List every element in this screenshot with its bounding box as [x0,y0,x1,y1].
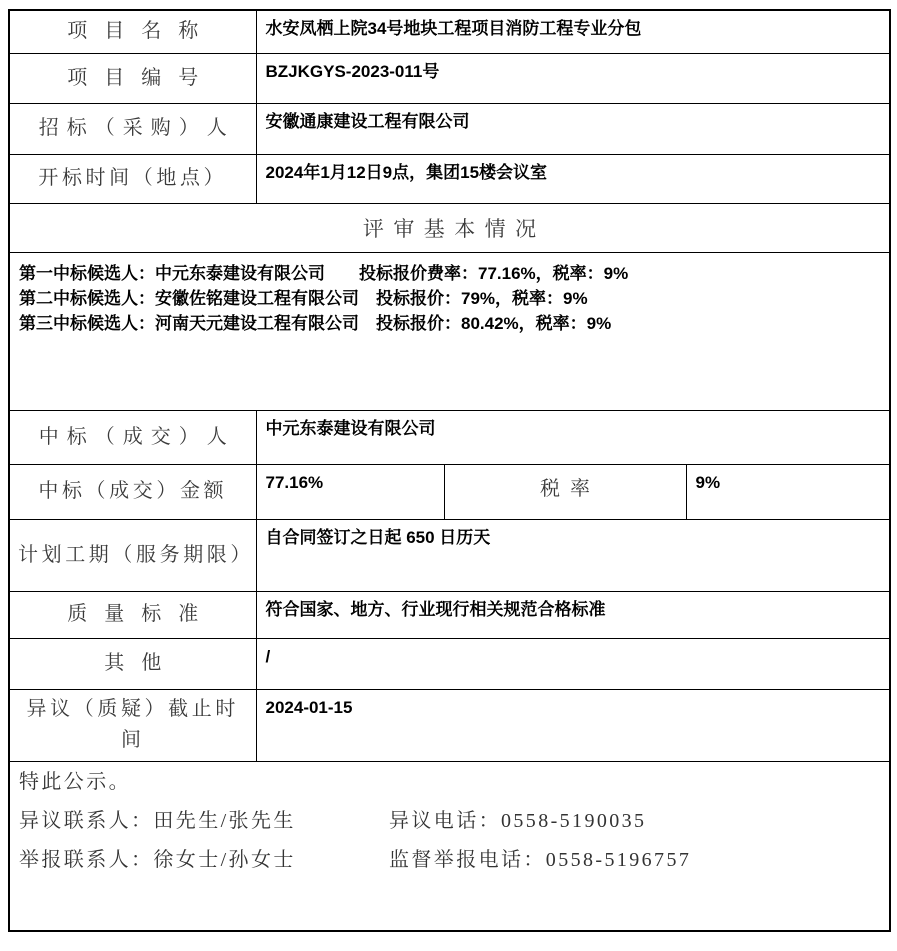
report-contact: 举报联系人：徐女士/孙女士 [19,848,296,871]
project-number-label: 项目编号 [9,53,256,103]
candidate-2 [19,286,881,311]
winner-value: 中元东泰建设有限公司 [256,410,890,464]
candidate-2-bid: 投标报价：79%，税率：9% [376,288,588,308]
candidate-3-name: 第三中标候选人：河南天元建设工程有限公司 [19,313,359,333]
winner-label: 中标（成交）人 [9,410,256,464]
tax-rate-value: 9% [686,464,890,519]
row-footer [9,761,890,931]
report-phone: 监督举报电话：0558-5196757 [389,848,692,871]
candidate-1-name: 第一中标候选人：中元东泰建设有限公司 [19,263,325,283]
project-name-label: 项目名称 [9,10,256,53]
row-bid-opening [9,154,890,203]
purchaser-value: 安徽通康建设工程有限公司 [256,103,890,154]
candidate-3-bid: 投标报价：80.42%，税率：9% [376,313,612,333]
objection-deadline-label: 异议（质疑）截止时间 [9,689,256,761]
candidate-1-bid: 投标报价费率：77.16%，税率：9% [359,263,629,283]
other-value: / [256,638,890,689]
row-quality [9,591,890,638]
row-candidates [9,252,890,410]
row-other [9,638,890,689]
objection-deadline-value: 2024-01-15 [256,689,890,761]
duration-label: 计划工期（服务期限） [9,519,256,591]
row-winner [9,410,890,464]
quality-label: 质量标准 [9,591,256,638]
footer-notice: 特此公示。 [19,770,131,793]
bid-announcement-table [8,9,891,932]
row-amount [9,464,890,519]
footer-cell [9,761,890,931]
bid-opening-value: 2024年1月12日9点，集团15楼会议室 [256,154,890,203]
objection-phone: 异议电话：0558-5190035 [389,809,647,832]
project-name-value: 水安凤栖上院34号地块工程项目消防工程专业分包 [256,10,890,53]
review-section-title: 评审基本情况 [9,203,890,252]
quality-value: 符合国家、地方、行业现行相关规范合格标准 [256,591,890,638]
tax-rate-label: 税率 [444,464,686,519]
candidate-2-name: 第二中标候选人：安徽佐铭建设工程有限公司 [19,288,359,308]
candidates-cell [9,252,890,410]
objection-contact: 异议联系人：田先生/张先生 [19,809,296,832]
row-objection-deadline [9,689,890,761]
amount-value: 77.16% [256,464,444,519]
bid-opening-label: 开标时间（地点） [9,154,256,203]
row-duration [9,519,890,591]
row-project-number [9,53,890,103]
duration-value: 自合同签订之日起 650 日历天 [256,519,890,591]
amount-label: 中标（成交）金额 [9,464,256,519]
candidate-3 [19,311,881,336]
purchaser-label: 招标（采购）人 [9,103,256,154]
row-project-name [9,10,890,53]
footer-report-line [19,848,881,872]
row-review-header [9,203,890,252]
footer-objection-line [19,809,881,833]
project-number-value: BZJKGYS-2023-011号 [256,53,890,103]
candidate-1 [19,261,881,286]
other-label: 其他 [9,638,256,689]
row-purchaser [9,103,890,154]
